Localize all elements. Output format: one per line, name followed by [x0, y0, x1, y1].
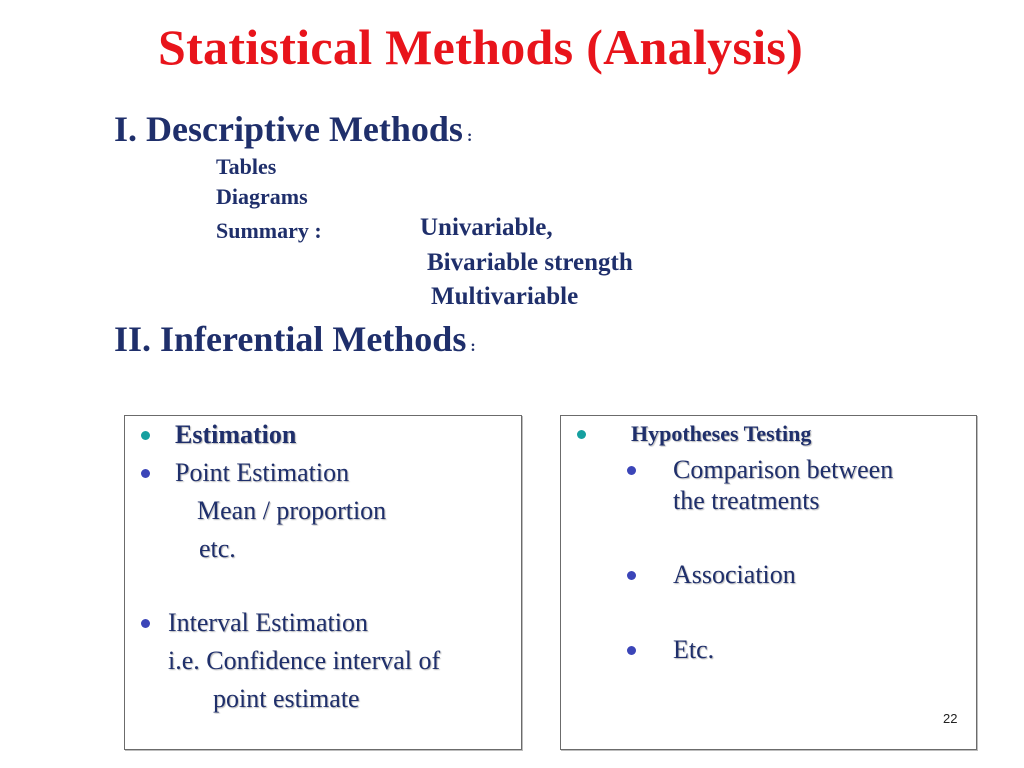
association-label: Association: [673, 560, 796, 589]
point-estimation-sub-mean: Mean / proportion: [197, 496, 387, 525]
bullet-icon: [627, 466, 636, 475]
bullet-icon: [141, 431, 150, 440]
hypotheses-box: [560, 415, 977, 750]
point-estimation-label: Point Estimation: [175, 458, 350, 487]
summary-bivariable: Bivariable strength: [427, 249, 633, 276]
summary-univariable: Univariable,: [420, 214, 553, 241]
descriptive-heading-row: [114, 108, 472, 150]
bullet-icon: [141, 469, 150, 478]
comparison-line-2: the treatments: [673, 486, 820, 515]
estimation-label: Estimation: [175, 420, 297, 449]
comparison-line-1: Comparison between: [673, 455, 894, 484]
slide-title: Statistical Methods (Analysis): [158, 19, 804, 75]
estimation-box: [124, 415, 522, 750]
page-number: 22: [943, 711, 958, 726]
interval-estimation-sub-2: point estimate: [213, 684, 360, 713]
descriptive-item-diagrams: Diagrams: [216, 184, 308, 209]
descriptive-colon: :: [466, 128, 473, 145]
inferential-heading-row: [114, 318, 476, 360]
point-estimation-sub-etc: etc.: [199, 534, 236, 563]
bullet-icon: [627, 646, 636, 655]
bullet-icon: [577, 430, 586, 439]
summary-label: Summary :: [216, 218, 322, 243]
inferential-heading: II. Inferential Methods: [114, 319, 467, 359]
interval-estimation-label: Interval Estimation: [168, 608, 369, 637]
hypotheses-label: Hypotheses Testing: [631, 421, 812, 446]
descriptive-heading: I. Descriptive Methods: [114, 109, 463, 149]
inferential-colon: :: [470, 338, 476, 355]
interval-estimation-sub-1: i.e. Confidence interval of: [168, 646, 441, 675]
descriptive-item-tables: Tables: [216, 154, 277, 179]
summary-multivariable: Multivariable: [431, 283, 579, 310]
bullet-icon: [627, 571, 636, 580]
etc-label: Etc.: [673, 635, 715, 664]
bullet-icon: [141, 619, 150, 628]
